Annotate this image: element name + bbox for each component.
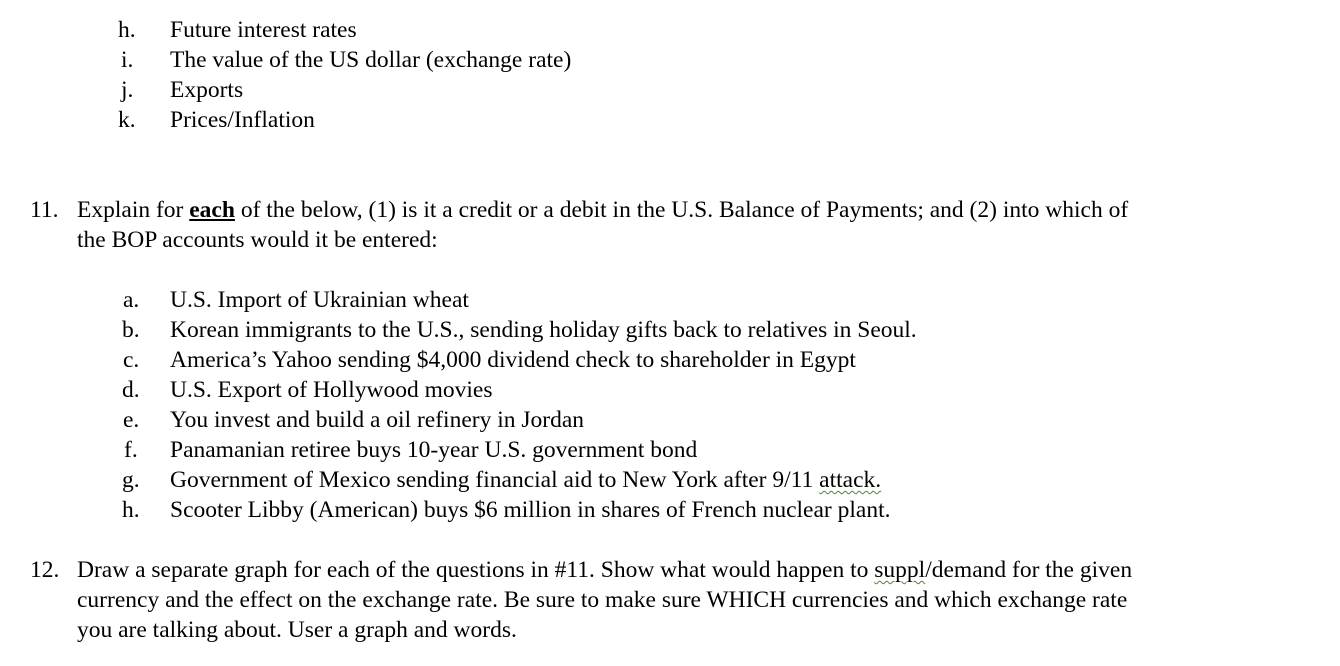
question-line: the BOP accounts would it be entered: — [77, 227, 438, 253]
list-marker: g. — [122, 467, 140, 493]
list-text: U.S. Import of Ukrainian wheat — [170, 287, 469, 313]
list-marker: d. — [122, 377, 140, 403]
list-item — [0, 345, 1340, 375]
question-text — [77, 555, 1132, 645]
list-text: The value of the US dollar (exchange rate) — [170, 47, 572, 73]
list-item — [0, 405, 1340, 435]
list-text: You invest and build a oil refinery in Jordan — [170, 407, 585, 433]
list-item — [0, 495, 1340, 525]
question-number: 11. — [30, 197, 59, 223]
question-line — [77, 555, 1132, 585]
question-number: 12. — [30, 557, 60, 583]
list-marker: e. — [123, 407, 140, 433]
question-line: currency and the effect on the exchange rate. Be sure to make sure WHICH currencies and which exchange rate — [77, 587, 1128, 613]
question-12 — [30, 555, 1320, 645]
list-text: Scooter Libby (American) buys $6 million in shares of French nuclear plant. — [170, 497, 891, 523]
list-text: Future interest rates — [170, 17, 357, 43]
list-marker: c. — [123, 347, 140, 373]
list-item — [0, 285, 1340, 315]
list-text: Panamanian retiree buys 10-year U.S. government bond — [170, 437, 698, 463]
list-text-part: Government of Mexico sending financial aid to New York after 9/11 — [170, 467, 820, 493]
list-text — [170, 465, 881, 495]
list-item — [0, 435, 1340, 465]
question-11 — [30, 195, 1320, 255]
question-text-part: Draw a separate graph for each of the questions in #11. Show what would happen to — [77, 557, 875, 583]
question-line — [77, 195, 1128, 225]
list-marker: a. — [123, 287, 140, 313]
list-marker: h. — [122, 497, 140, 523]
list-text: Prices/Inflation — [170, 107, 315, 133]
list-item — [0, 15, 1340, 45]
question-line: you are talking about. User a graph and words. — [77, 617, 517, 643]
list-marker: i. — [121, 47, 134, 73]
list-text: America’s Yahoo sending $4,000 dividend check to shareholder in Egypt — [170, 347, 856, 373]
list-text: Korean immigrants to the U.S., sending holiday gifts back to relatives in Seoul. — [170, 317, 917, 343]
list-marker: f. — [124, 437, 138, 463]
question-text-part: Explain for — [77, 197, 190, 223]
spellcheck-flagged-word[interactable]: suppl — [874, 557, 926, 583]
list-item — [0, 315, 1340, 345]
list-marker: h. — [118, 17, 136, 43]
list-text: U.S. Export of Hollywood movies — [170, 377, 493, 403]
list-marker: b. — [122, 317, 140, 343]
question-text — [77, 195, 1128, 255]
question-text-part: of the below, (1) is it a credit or a debit in the U.S. Balance of Payments; and (2) into which of — [234, 197, 1129, 223]
list-text: Exports — [170, 77, 244, 103]
question-text-part: /demand for the given — [925, 557, 1133, 583]
list-item — [0, 465, 1340, 495]
emphasis-text: each — [189, 197, 235, 223]
list-item — [0, 105, 1340, 135]
list-marker: j. — [121, 77, 134, 103]
list-item — [0, 75, 1340, 105]
list-item — [0, 375, 1340, 405]
list-item — [0, 45, 1340, 75]
list-marker: k. — [118, 107, 136, 133]
spellcheck-flagged-word[interactable]: attack. — [819, 467, 882, 493]
